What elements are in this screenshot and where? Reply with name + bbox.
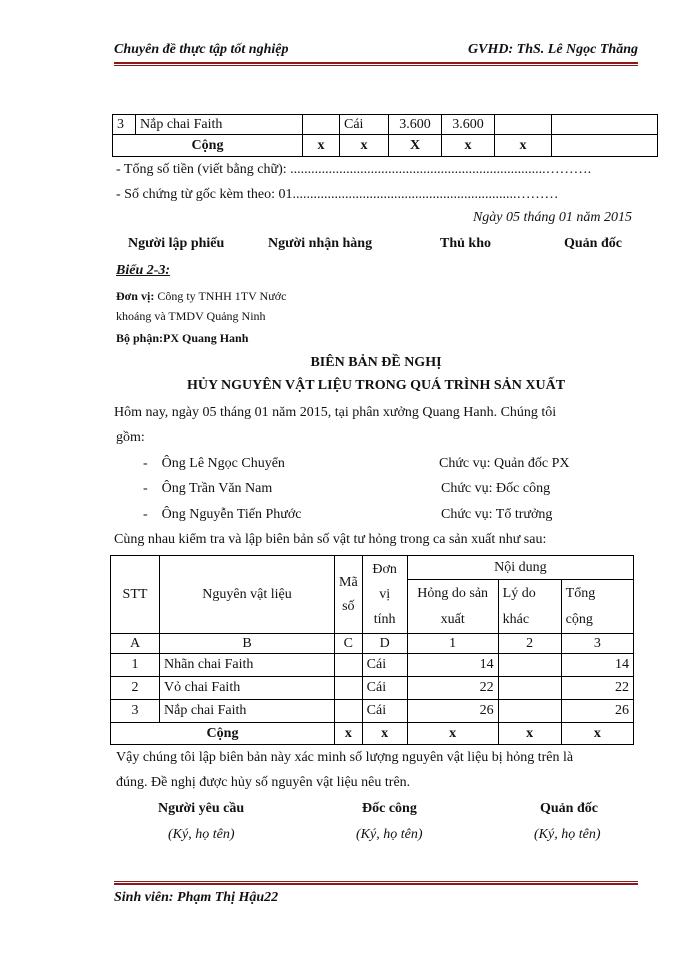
- footer-student: Sinh viên: Phạm Thị Hậu22: [114, 890, 279, 905]
- title-1: BIÊN BẢN ĐỀ NGHỊ: [310, 355, 442, 370]
- col-unit-3: tính: [373, 612, 396, 627]
- row-stt: 1: [111, 654, 160, 677]
- total-cell: x: [561, 723, 633, 745]
- row-name: Nhãn chai Faith: [160, 654, 335, 677]
- cell: X: [389, 135, 442, 157]
- code-cell: 3: [561, 634, 633, 654]
- code-cell: D: [362, 634, 407, 654]
- row-other: [498, 677, 561, 700]
- row-code: [335, 700, 363, 723]
- conclusion-line-2: đúng. Đề nghị được hủy số nguyên vật liệu nêu trên.: [116, 775, 411, 790]
- code-cell: C: [335, 634, 363, 654]
- sig-bottom-3-note: (Ký, họ tên): [534, 827, 601, 842]
- top-table-row: [113, 115, 658, 135]
- member-3: - Ông Nguyễn Tiến Phước: [143, 507, 302, 522]
- col-stt: STT: [111, 556, 160, 634]
- col-unit: [362, 556, 407, 634]
- row-stt: 2: [111, 677, 160, 700]
- col-material: Nguyên vật liệu: [160, 556, 335, 634]
- row-total: 14: [561, 654, 633, 677]
- table-row: [111, 654, 634, 677]
- total-cell: x: [362, 723, 407, 745]
- sig-bottom-2-title: Đốc công: [362, 801, 417, 816]
- code-cell: 2: [498, 634, 561, 654]
- top-table-total: [113, 135, 658, 157]
- date-line: Ngày 05 tháng 01 năm 2015: [472, 210, 632, 225]
- member-1: - Ông Lê Ngọc Chuyển: [143, 456, 285, 471]
- row-prod: 26: [407, 700, 498, 723]
- col-code-1: Mã: [339, 574, 358, 590]
- row-prod: 14: [407, 654, 498, 677]
- code-cell: B: [160, 634, 335, 654]
- col-total: [561, 580, 633, 634]
- row-stt: 3: [111, 700, 160, 723]
- col-prod-1: Hỏng do sản: [417, 585, 489, 601]
- col-other: [498, 580, 561, 634]
- col-code: [335, 556, 363, 634]
- cell: x: [303, 135, 340, 157]
- member-role: Chức vụ: Quản đốc PX: [439, 456, 570, 471]
- row-code: [335, 654, 363, 677]
- row-unit: Cái: [362, 700, 407, 723]
- row-code: [335, 677, 363, 700]
- member-2: - Ông Trần Văn Nam: [143, 481, 273, 496]
- cell: 3.600: [442, 115, 495, 135]
- sig-bottom-1-title: Người yêu cầu: [158, 801, 245, 816]
- header-left: Chuyên đề thực tập tốt nghiệp: [114, 42, 289, 57]
- header-rule-thin: [114, 65, 638, 66]
- unit-name-2: khoáng và TMDV Quảng Ninh: [116, 309, 266, 323]
- member-role: Chức vụ: Tổ trưởng: [441, 507, 553, 522]
- cell: Cái: [340, 115, 389, 135]
- row-prod: 22: [407, 677, 498, 700]
- col-other-2: khác: [502, 611, 530, 627]
- col-prod: [407, 580, 498, 634]
- title-2: HỦY NGUYÊN VẬT LIỆU TRONG QUÁ TRÌNH SẢN XUẤT: [186, 378, 566, 393]
- table-row: [111, 677, 634, 700]
- col-prod-2: xuất: [440, 611, 465, 627]
- main-table: [110, 555, 634, 745]
- unit-line-1: [116, 289, 286, 304]
- sig-top-3: Thủ kho: [440, 236, 491, 251]
- unit-name-1: Công ty TNHH 1TV Nước: [154, 289, 287, 303]
- cell: Cộng: [113, 135, 303, 157]
- row-total: 26: [561, 700, 633, 723]
- cell: [552, 135, 658, 157]
- cell: 3.600: [389, 115, 442, 135]
- footer-rule: [114, 883, 638, 885]
- cell: [495, 115, 552, 135]
- footer-rule-thin: [114, 881, 638, 882]
- cell: x: [495, 135, 552, 157]
- sig-bottom-1-note: (Ký, họ tên): [168, 827, 235, 842]
- code-cell: 1: [407, 634, 498, 654]
- code-cell: A: [111, 634, 160, 654]
- row-other: [498, 700, 561, 723]
- sig-top-2: Người nhận hàng: [268, 236, 373, 251]
- together-line: Cùng nhau kiểm tra và lập biên bản số vật tư hỏng trong ca sản xuất như sau:: [114, 532, 547, 547]
- sig-top-4: Quản đốc: [564, 236, 622, 251]
- total-cell: x: [335, 723, 363, 745]
- col-other-1: Lý do: [502, 585, 536, 601]
- row-name: Vỏ chai Faith: [160, 677, 335, 700]
- header-right: GVHD: ThS. Lê Ngọc Thăng: [468, 42, 638, 57]
- member-name: Ông Trần Văn Nam: [161, 481, 273, 496]
- col-code-2: số: [342, 598, 355, 614]
- table-row: [111, 700, 634, 723]
- cell: 3: [113, 115, 136, 135]
- top-table: [112, 114, 658, 157]
- cell: [552, 115, 658, 135]
- header-row-1: [111, 556, 634, 580]
- sig-bottom-3-title: Quản đốc: [540, 801, 598, 816]
- form-label: Biểu 2-3:: [116, 263, 171, 278]
- member-role: Chức vụ: Đốc công: [441, 481, 551, 496]
- sig-top-1: Người lập phiếu: [128, 236, 225, 251]
- cell: [303, 115, 340, 135]
- row-unit: Cái: [362, 654, 407, 677]
- member-name: Ông Lê Ngọc Chuyển: [161, 456, 285, 471]
- total-row: [111, 723, 634, 745]
- col-unit-2: vị: [379, 587, 391, 602]
- total-cell: x: [407, 723, 498, 745]
- intro-line-1: Hôm nay, ngày 05 tháng 01 năm 2015, tại phân xưởng Quang Hanh. Chúng tôi: [114, 405, 557, 420]
- department: Bộ phận:PX Quang Hanh: [116, 331, 249, 345]
- sig-bottom-2-note: (Ký, họ tên): [356, 827, 423, 842]
- col-unit-1: Đơn: [372, 562, 397, 577]
- cell: x: [442, 135, 495, 157]
- docs-attached-line: - Số chứng từ gốc kèm theo: 01................................................................………: [116, 187, 559, 202]
- cell: x: [340, 135, 389, 157]
- cell: Nắp chai Faith: [136, 115, 303, 135]
- amount-words-line: - Tổng số tiền (viết bằng chữ): .........................................................................……….: [116, 162, 592, 177]
- intro-line-2: gồm:: [116, 430, 145, 445]
- member-name: Ông Nguyễn Tiến Phước: [161, 507, 302, 522]
- row-unit: Cái: [362, 677, 407, 700]
- row-total: 22: [561, 677, 633, 700]
- header-rule: [114, 62, 638, 64]
- row-name: Nắp chai Faith: [160, 700, 335, 723]
- col-total-1: Tổng: [565, 585, 596, 601]
- col-content: Nội dung: [407, 556, 633, 580]
- total-label: Cộng: [111, 723, 335, 745]
- col-total-2: cộng: [565, 611, 593, 627]
- total-cell: x: [498, 723, 561, 745]
- code-row: [111, 634, 634, 654]
- conclusion-line-1: Vậy chúng tôi lập biên bản này xác minh số lượng nguyên vật liệu bị hỏng trên là: [116, 750, 574, 765]
- unit-label: Đơn vị:: [116, 289, 155, 303]
- row-other: [498, 654, 561, 677]
